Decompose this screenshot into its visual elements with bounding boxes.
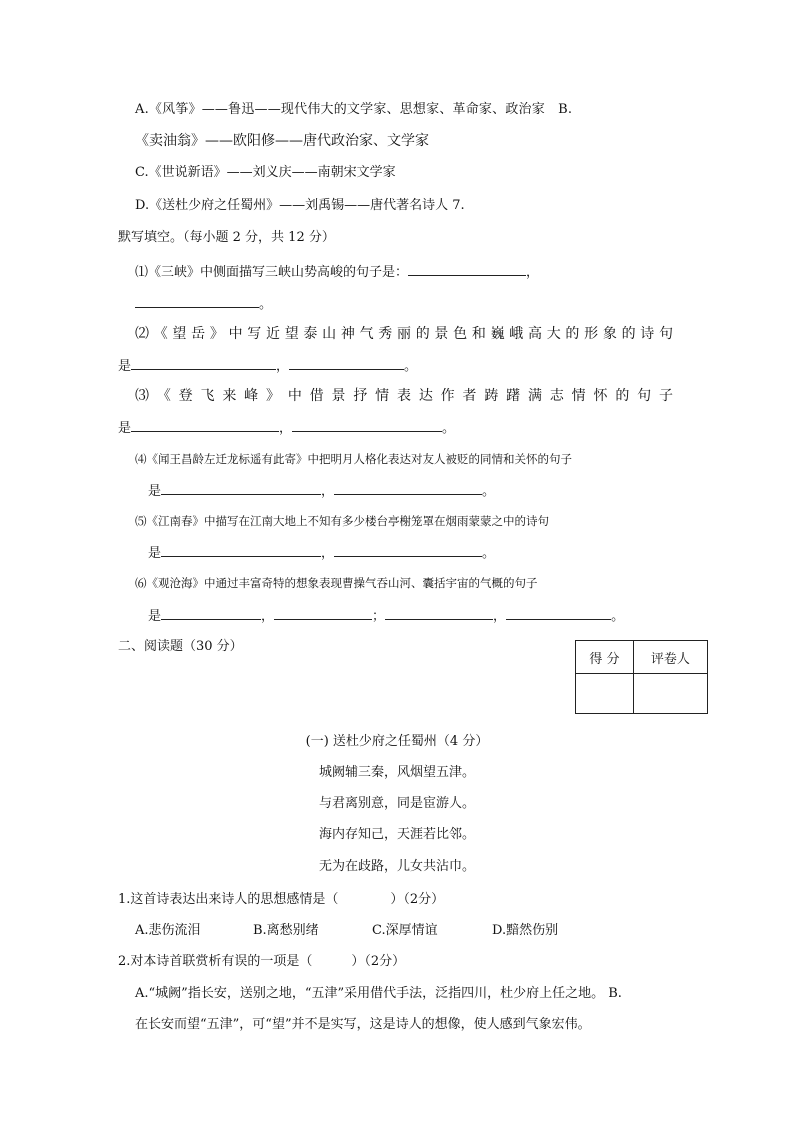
fill-item-1-text: ⑴《三峡》中侧面描写三峡山势高峻的句子是：: [135, 265, 409, 280]
blank[interactable]: [292, 418, 442, 432]
question-2-stem: 2.对本诗首联赏析有误的一项是（ ）（2分）: [118, 954, 406, 969]
punct: 。: [482, 546, 496, 561]
punct: ，: [261, 609, 275, 624]
fill-item-2-line2: [118, 356, 417, 376]
blank[interactable]: [131, 356, 276, 370]
grader-cell[interactable]: [633, 674, 707, 714]
blank[interactable]: [161, 606, 261, 620]
punct: 。: [259, 297, 273, 312]
blank[interactable]: [135, 294, 259, 308]
punct: 。: [482, 484, 496, 499]
question-2-option-b: 在长安而望“五津”，可“望”并不是实写，这是诗人的想像，使人感到气象宏伟。: [135, 1017, 591, 1032]
fill-item-4-line2: [148, 481, 495, 501]
fill-item-6-line2: [148, 606, 624, 626]
question-1-option-a: A.悲伤流泪: [135, 923, 201, 938]
poem-line: 城阙辅三秦，风烟望五津。: [318, 765, 475, 780]
blank[interactable]: [161, 481, 321, 495]
fill-item-1-line2: [135, 294, 272, 314]
fill-item-5-line2: [148, 543, 495, 563]
shi-label: 是: [118, 359, 132, 374]
punct: ，: [279, 421, 293, 436]
blank[interactable]: [334, 543, 482, 557]
blank[interactable]: [274, 606, 372, 620]
punct: ，: [493, 609, 507, 624]
score-cell[interactable]: [576, 674, 634, 714]
question-1-stem: 1.这首诗表达出来诗人的思想感情是（ ）（2分）: [118, 892, 445, 907]
question-1-option-b: B.离愁别绪: [253, 923, 319, 938]
fill-item-4-text: ⑷《闻王昌龄左迁龙标遥有此寄》中把明月人格化表达对友人被贬的同情和关怀的句子: [135, 452, 572, 466]
blank[interactable]: [161, 543, 321, 557]
fill-item-3-text: ⑶《登飞来峰》中借景抒情表达作者踌躇满志情怀的句子: [135, 388, 673, 404]
fill-item-3-line2: [118, 418, 455, 438]
punct: 。: [404, 359, 418, 374]
blank[interactable]: [289, 356, 404, 370]
punct: ，: [321, 484, 335, 499]
question-1-option-d: D.黯然伤别: [492, 923, 559, 938]
fill-item-1: [135, 262, 539, 282]
poem-line: 与君离别意，同是宦游人。: [318, 796, 475, 811]
fill-item-6-text: ⑹《观沧海》中通过丰富奇特的想象表现曹操气吞山河、囊括宇宙的气概的句子: [135, 576, 538, 590]
score-col-header: 得 分: [576, 641, 634, 674]
blank[interactable]: [506, 606, 611, 620]
option-c: C.《世说新语》——刘义庆——南朝宋文学家: [135, 165, 396, 180]
poem-line: 海内存知己，天涯若比邻。: [318, 827, 475, 842]
option-b: 《卖油翁》——欧阳修——唐代政治家、文学家: [135, 133, 429, 149]
poem-heading: (一) 送杜少府之任蜀州（4 分）: [305, 734, 489, 749]
shi-label: 是: [148, 484, 162, 499]
blank[interactable]: [131, 418, 279, 432]
fill-item-2-text: ⑵《望岳》中写近望泰山神气秀丽的景色和巍峨高大的形象的诗句: [135, 326, 673, 342]
punct: 。: [611, 609, 625, 624]
punct: 。: [442, 421, 456, 436]
blank[interactable]: [385, 606, 493, 620]
grader-col-header: 评卷人: [633, 641, 707, 674]
option-d: D.《送杜少府之任蜀州》——刘禹锡——唐代著名诗人 7.: [135, 198, 465, 213]
punct: ，: [276, 359, 290, 374]
question-2-option-a: A.“城阙”指长安，送别之地，“五津”采用借代手法，泛指四川，杜少府上任之地。 B.: [135, 986, 622, 1001]
blank[interactable]: [334, 481, 482, 495]
shi-label: 是: [148, 546, 162, 561]
blank[interactable]: [408, 262, 526, 276]
reading-section-title: 二、阅读题（30 分）: [118, 639, 243, 654]
score-table: [575, 640, 708, 714]
punct: ；: [372, 609, 386, 624]
poem-line: 无为在歧路，儿女共沾巾。: [318, 859, 475, 874]
question-1-option-c: C.深厚情谊: [372, 923, 438, 938]
punct: ，: [321, 546, 335, 561]
shi-label: 是: [148, 609, 162, 624]
option-a: A.《风筝》——鲁迅——现代伟大的文学家、思想家、革命家、政治家 B.: [135, 102, 573, 117]
fill-item-5-text: ⑸《江南春》中描写在江南大地上不知有多少楼台亭榭笼罩在烟雨蒙蒙之中的诗句: [135, 514, 549, 528]
shi-label: 是: [118, 421, 132, 436]
fill-section-title: 默写填空。（每小题 2 分，共 12 分）: [118, 230, 335, 245]
punct: ，: [526, 265, 540, 280]
